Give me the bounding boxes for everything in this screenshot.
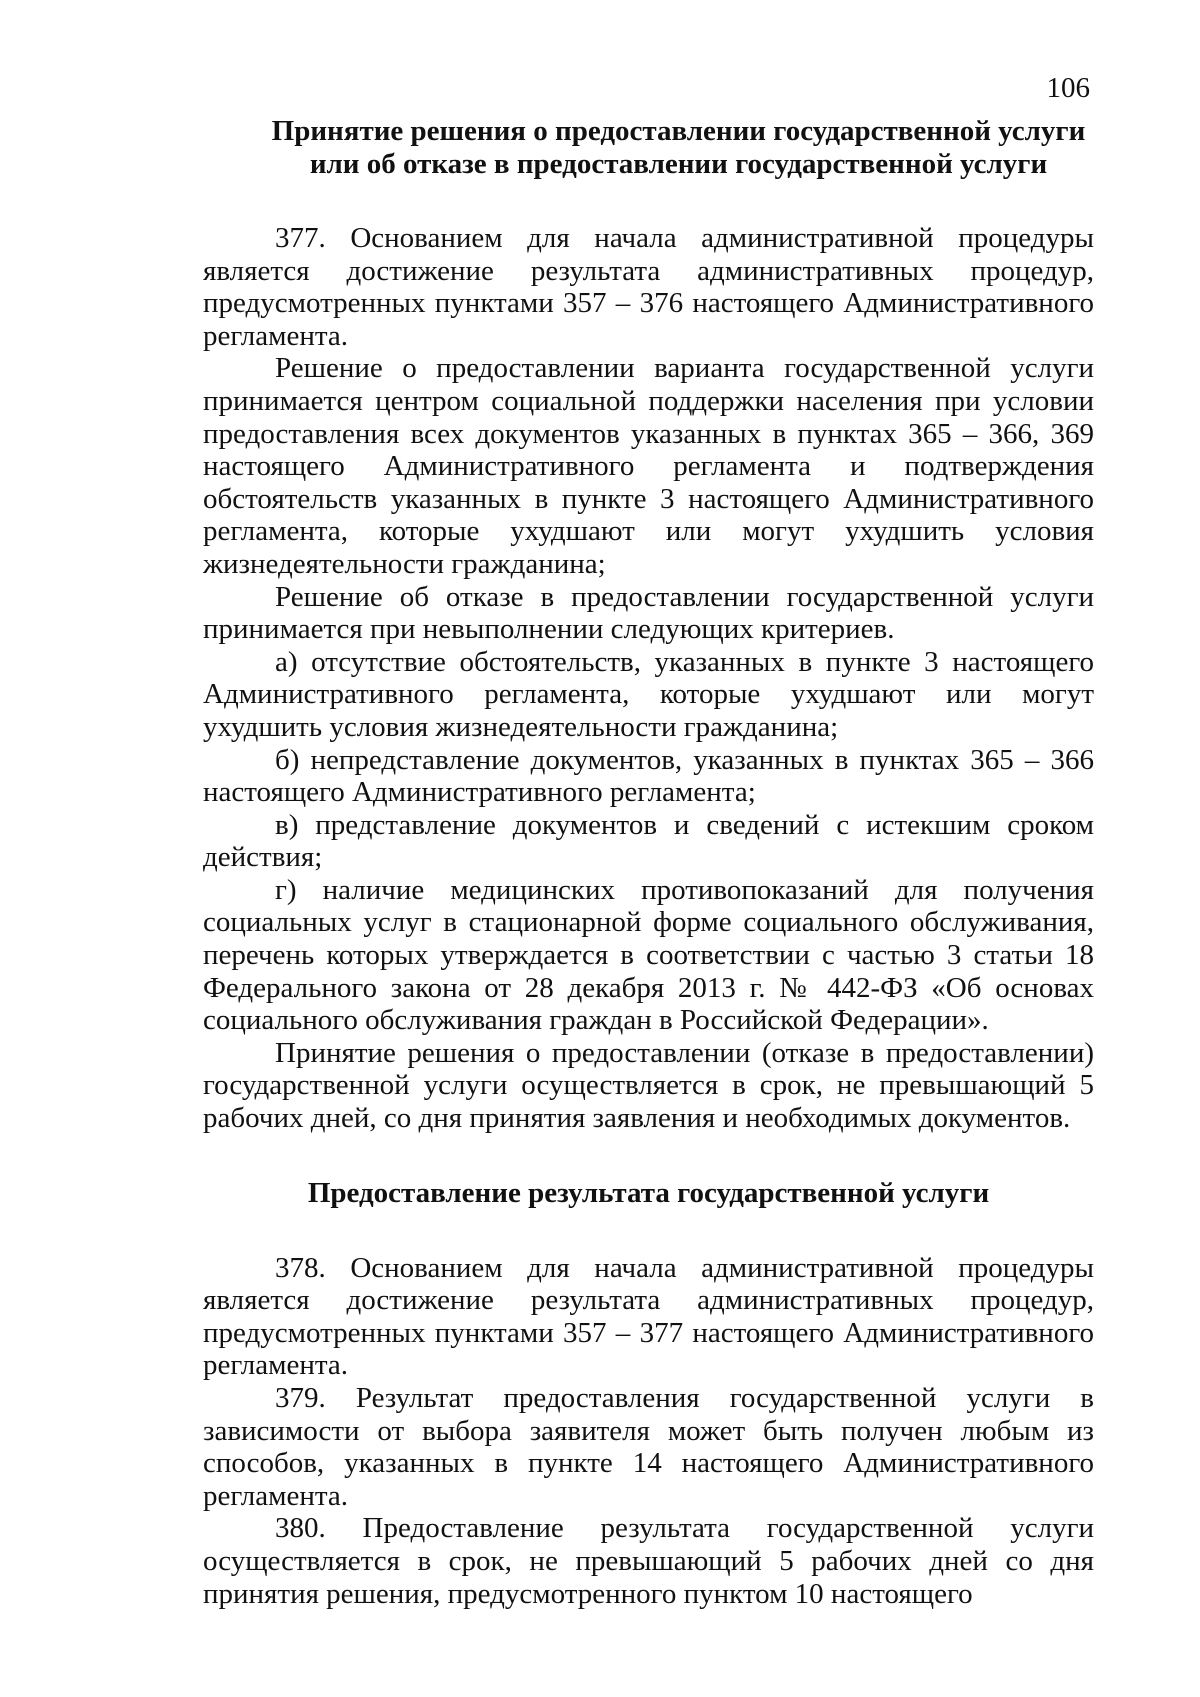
section-heading-line-2: или об отказе в предоставлении государственной услуги bbox=[309, 148, 1048, 180]
paragraph-decision-refuse: Решение об отказе в предоставлении государственной услуги принимается при невыполнении следующих критериев. bbox=[203, 580, 1094, 646]
spacer bbox=[203, 181, 1094, 222]
paragraph-380: 380. Предоставление результата государственной услуги осуществляется в срок, не превышающий 5 рабочих дней со дня принятия решения, предусмотренного пунктом 10 настоящего bbox=[203, 1512, 1094, 1610]
section-heading-decision bbox=[263, 115, 1094, 181]
document-body bbox=[203, 115, 1094, 1610]
criterion-v: в) представление документов и сведений с истекшим сроком действия; bbox=[203, 808, 1094, 874]
paragraph-decision-grant: Решение о предоставлении варианта государственной услуги принимается центром социальной поддержки населения при условии предоставления всех документов указанных в пунктах 365 – 366, 369 настоящего Административного регламента и подтверждения обстоятельств указанных в пункте 3 настоящего Административного регламента, которые ухудшают или могут ухудшить условия жизнедеятельности гражданина; bbox=[203, 352, 1094, 580]
criterion-g: г) наличие медицинских противопоказаний для получения социальных услуг в стационарной форме социального обслуживания, перечень которых утверждается в соответствии с частью 3 статьи 18 Федерального закона от 28 декабря 2013 г. № 442-ФЗ «Об основах социального обслуживания граждан в Российской Федерации». bbox=[203, 873, 1094, 1037]
criterion-b: б) непредставление документов, указанных в пунктах 365 – 366 настоящего Административного регламента; bbox=[203, 743, 1094, 809]
paragraph-377: 377. Основанием для начала административной процедуры является достижение результата административных процедур, предусмотренных пунктами 357 – 376 настоящего Административного регламента. bbox=[203, 222, 1094, 352]
paragraph-decision-term: Принятие решения о предоставлении (отказе в предоставлении) государственной услуги осуществляется в срок, не превышающий 5 рабочих дней, со дня принятия заявления и необходимых документов. bbox=[203, 1036, 1094, 1135]
page-number: 106 bbox=[1046, 72, 1090, 104]
spacer bbox=[203, 1210, 1094, 1252]
section-heading-line-1: Принятие решения о предоставлении государственной услуги bbox=[271, 115, 1086, 147]
criterion-a: а) отсутствие обстоятельств, указанных в пункте 3 настоящего Административного регламента, которые ухудшают или могут ухудшить условия жизнедеятельности гражданина; bbox=[203, 645, 1094, 743]
paragraph-379: 379. Результат предоставления государственной услуги в зависимости от выбора заявителя может быть получен любым из способов, указанных в пункте 14 настоящего Административного регламента. bbox=[203, 1382, 1094, 1512]
paragraph-378: 378. Основанием для начала административной процедуры является достижение результата административных процедур, предусмотренных пунктами 357 – 377 настоящего Административного регламента. bbox=[203, 1251, 1094, 1382]
section-heading-result: Предоставление результата государственной услуги bbox=[307, 1176, 990, 1209]
spacer bbox=[203, 1135, 1094, 1177]
